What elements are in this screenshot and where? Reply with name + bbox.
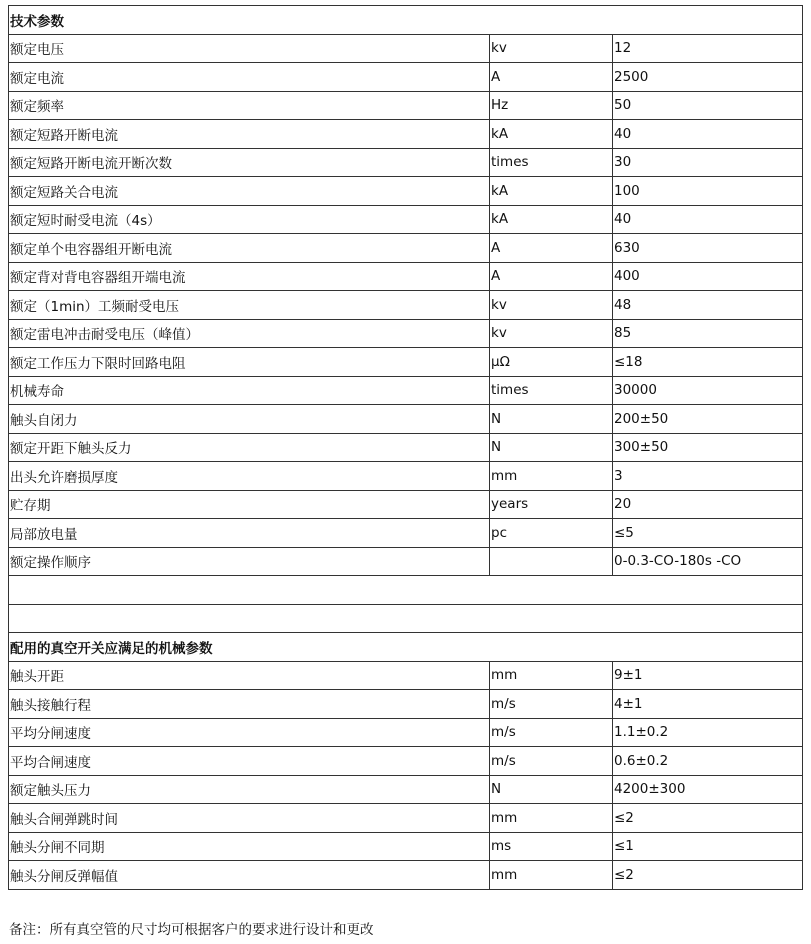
param-name-cell: 触头合闸弹跳时间 — [9, 804, 490, 833]
value-cell: ≤2 — [613, 861, 803, 890]
param-name-cell: 额定单个电容器组开断电流 — [9, 234, 490, 263]
param-name-cell: 平均合闸速度 — [9, 747, 490, 776]
unit-cell — [490, 547, 613, 576]
value-cell: ≤18 — [613, 348, 803, 377]
param-name-cell: 触头自闭力 — [9, 405, 490, 434]
table-row — [9, 291, 803, 320]
unit-cell: times — [490, 376, 613, 405]
section-title-mechanical: 配用的真空开关应满足的机械参数 — [9, 633, 803, 662]
table-row — [9, 690, 803, 719]
unit-cell: kv — [490, 291, 613, 320]
value-cell: 50 — [613, 91, 803, 120]
section-header-row — [9, 6, 803, 35]
param-name-cell: 触头分闸不同期 — [9, 832, 490, 861]
table-row — [9, 775, 803, 804]
table-row — [9, 861, 803, 890]
value-cell: 1.1±0.2 — [613, 718, 803, 747]
unit-cell: A — [490, 234, 613, 263]
value-cell: 3 — [613, 462, 803, 491]
unit-cell: ms — [490, 832, 613, 861]
unit-cell: years — [490, 490, 613, 519]
table-row — [9, 519, 803, 548]
value-cell: 30 — [613, 148, 803, 177]
param-name-cell: 额定雷电冲击耐受电压（峰值） — [9, 319, 490, 348]
table-row — [9, 34, 803, 63]
value-cell: 4200±300 — [613, 775, 803, 804]
table-row — [9, 490, 803, 519]
unit-cell: mm — [490, 462, 613, 491]
table-row — [9, 91, 803, 120]
value-cell: 20 — [613, 490, 803, 519]
table-row — [9, 234, 803, 263]
footnote: 备注：所有真空管的尺寸均可根据客户的要求进行设计和更改 — [9, 922, 374, 938]
spec-table — [8, 5, 803, 890]
value-cell: 100 — [613, 177, 803, 206]
param-name-cell: 额定短时耐受电流（4s） — [9, 205, 490, 234]
param-name-cell: 触头开距 — [9, 661, 490, 690]
value-cell: 48 — [613, 291, 803, 320]
unit-cell: Hz — [490, 91, 613, 120]
param-name-cell: 局部放电量 — [9, 519, 490, 548]
value-cell: 85 — [613, 319, 803, 348]
param-name-cell: 机械寿命 — [9, 376, 490, 405]
param-name-cell: 额定操作顺序 — [9, 547, 490, 576]
unit-cell: mm — [490, 861, 613, 890]
table-row — [9, 804, 803, 833]
value-cell: 40 — [613, 120, 803, 149]
unit-cell: pc — [490, 519, 613, 548]
spacer-row — [9, 576, 803, 605]
unit-cell: kv — [490, 319, 613, 348]
param-name-cell: 额定工作压力下限时回路电阻 — [9, 348, 490, 377]
param-name-cell: 额定背对背电容器组开端电流 — [9, 262, 490, 291]
table-row — [9, 718, 803, 747]
table-row — [9, 120, 803, 149]
value-cell: 400 — [613, 262, 803, 291]
value-cell: ≤1 — [613, 832, 803, 861]
table-row — [9, 148, 803, 177]
table-row — [9, 433, 803, 462]
value-cell: 200±50 — [613, 405, 803, 434]
table-row — [9, 661, 803, 690]
value-cell: 30000 — [613, 376, 803, 405]
unit-cell: mm — [490, 804, 613, 833]
value-cell: 9±1 — [613, 661, 803, 690]
unit-cell: kA — [490, 177, 613, 206]
unit-cell: A — [490, 262, 613, 291]
table-row — [9, 319, 803, 348]
unit-cell: kv — [490, 34, 613, 63]
param-name-cell: 额定频率 — [9, 91, 490, 120]
value-cell: 0-0.3-CO-180s -CO — [613, 547, 803, 576]
unit-cell: mm — [490, 661, 613, 690]
table-row — [9, 63, 803, 92]
spacer-cell — [9, 576, 803, 605]
param-name-cell: 额定开距下触头反力 — [9, 433, 490, 462]
param-name-cell: 额定短路开断电流 — [9, 120, 490, 149]
param-name-cell: 额定短路关合电流 — [9, 177, 490, 206]
unit-cell: m/s — [490, 690, 613, 719]
unit-cell: N — [490, 433, 613, 462]
table-row — [9, 832, 803, 861]
table-row — [9, 348, 803, 377]
param-name-cell: 触头接触行程 — [9, 690, 490, 719]
param-name-cell: 触头分闸反弹幅值 — [9, 861, 490, 890]
value-cell: ≤5 — [613, 519, 803, 548]
param-name-cell: 额定触头压力 — [9, 775, 490, 804]
unit-cell: kA — [490, 120, 613, 149]
param-name-cell: 额定短路开断电流开断次数 — [9, 148, 490, 177]
table-row — [9, 747, 803, 776]
spacer-cell — [9, 604, 803, 633]
param-name-cell: 额定（1min）工频耐受电压 — [9, 291, 490, 320]
param-name-cell: 出头允许磨损厚度 — [9, 462, 490, 491]
spacer-row — [9, 604, 803, 633]
value-cell: 300±50 — [613, 433, 803, 462]
section-title-technical: 技术参数 — [9, 6, 803, 35]
unit-cell: N — [490, 405, 613, 434]
table-row — [9, 376, 803, 405]
value-cell: 0.6±0.2 — [613, 747, 803, 776]
table-row — [9, 262, 803, 291]
table-row — [9, 177, 803, 206]
value-cell: 2500 — [613, 63, 803, 92]
unit-cell: kA — [490, 205, 613, 234]
section-header-row — [9, 633, 803, 662]
param-name-cell: 额定电压 — [9, 34, 490, 63]
unit-cell: N — [490, 775, 613, 804]
unit-cell: A — [490, 63, 613, 92]
table-row — [9, 462, 803, 491]
param-name-cell: 贮存期 — [9, 490, 490, 519]
value-cell: ≤2 — [613, 804, 803, 833]
table-row — [9, 405, 803, 434]
value-cell: 40 — [613, 205, 803, 234]
table-row — [9, 547, 803, 576]
unit-cell: times — [490, 148, 613, 177]
table-row — [9, 205, 803, 234]
value-cell: 630 — [613, 234, 803, 263]
value-cell: 4±1 — [613, 690, 803, 719]
spec-table-body — [9, 6, 803, 890]
unit-cell: μΩ — [490, 348, 613, 377]
unit-cell: m/s — [490, 747, 613, 776]
value-cell: 12 — [613, 34, 803, 63]
unit-cell: m/s — [490, 718, 613, 747]
param-name-cell: 额定电流 — [9, 63, 490, 92]
param-name-cell: 平均分闸速度 — [9, 718, 490, 747]
